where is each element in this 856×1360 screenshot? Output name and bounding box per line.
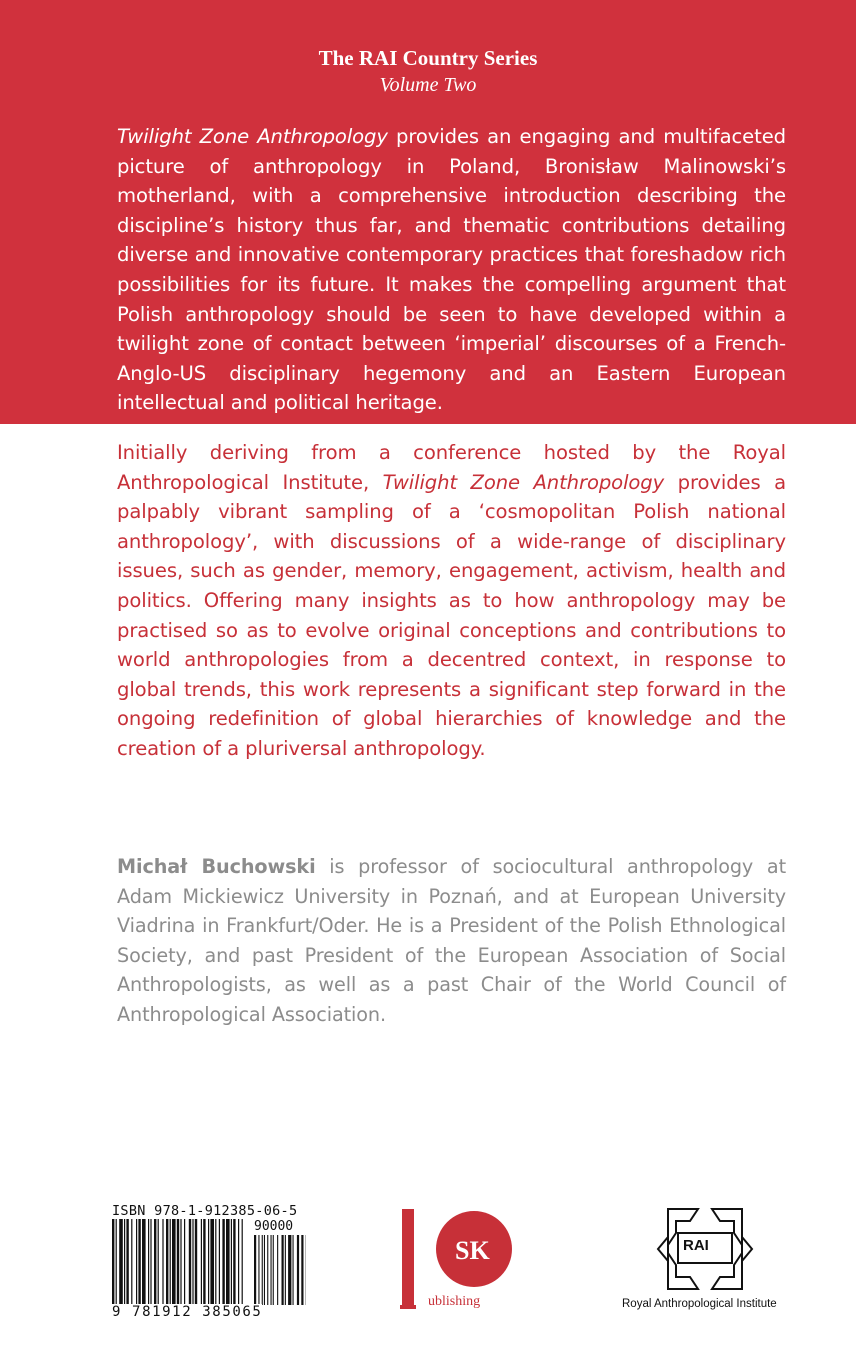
author-name: Michał Buchowski bbox=[117, 855, 316, 878]
book-title-italic: Twilight Zone Anthropology bbox=[117, 125, 388, 148]
series-volume: Volume Two bbox=[379, 74, 477, 96]
book-title-italic: Twilight Zone Anthropology bbox=[382, 470, 665, 494]
rai-logo-text: RAI bbox=[683, 1237, 709, 1254]
blurb-2-text-after: provides a palpably vibrant sampling of a ‘cosmopolitan Polish national anthropology’, with discussions of a wide-range of disciplinary issues, such as gender, memory, engagement, activism, health and politics. Offering many insights as to how anthropology may be practised so as to evolve original conceptions and contributions to world anthropologies from a decentred context, in response to global trends, this work represents a significant step forward in the ongoing redefinition of global hierarchies of knowledge and the creation of a pluriversal anthropology. bbox=[117, 470, 786, 760]
isbn-barcode bbox=[112, 1203, 306, 1325]
series-heading bbox=[0, 44, 856, 98]
psk-logo-text: SK bbox=[455, 1236, 490, 1265]
blurb-paragraph-1 bbox=[117, 122, 786, 418]
psk-publishing-text: ublishing bbox=[428, 1294, 481, 1309]
rai-caption: Royal Anthropological Institute bbox=[622, 1298, 777, 1310]
author-bio bbox=[117, 852, 786, 1030]
blurb-1-text: provides an engaging and multifaceted picture of anthropology in Poland, Bronisław Malinowski’s motherland, with a comprehensive introduction describing the discipline’s history thus far, and thematic contributions detailing diverse and innovative contemporary practices that foreshadow rich possibilities for its future. It makes the compelling argument that Polish anthropology should be seen to have developed within a twilight zone of contact between ‘imperial’ discourses of a French-Anglo-US disciplinary hegemony and an Eastern European intellectual and political heritage. bbox=[117, 125, 786, 415]
barcode-number: 9 781912 385065 bbox=[112, 1304, 263, 1320]
price-code: 90000 bbox=[254, 1219, 294, 1234]
series-title: The RAI Country Series bbox=[318, 46, 538, 70]
blurb-paragraph-2 bbox=[117, 438, 786, 764]
isbn-text: ISBN 978-1-912385-06-5 bbox=[112, 1203, 298, 1219]
author-bio-text: is professor of sociocultural anthropology at Adam Mickiewicz University in Poznań, and at European University Viadrina in Frankfurt/Oder. He is a President of the Polish Ethnological Society, and past President of the European Association of Social Anthropologists, as well as a past Chair of the World Council of Anthropological Association. bbox=[117, 855, 786, 1026]
blurb-2-text-before: Initially deriving from a conference hosted by the Royal Anthropological Institute, bbox=[117, 441, 786, 494]
